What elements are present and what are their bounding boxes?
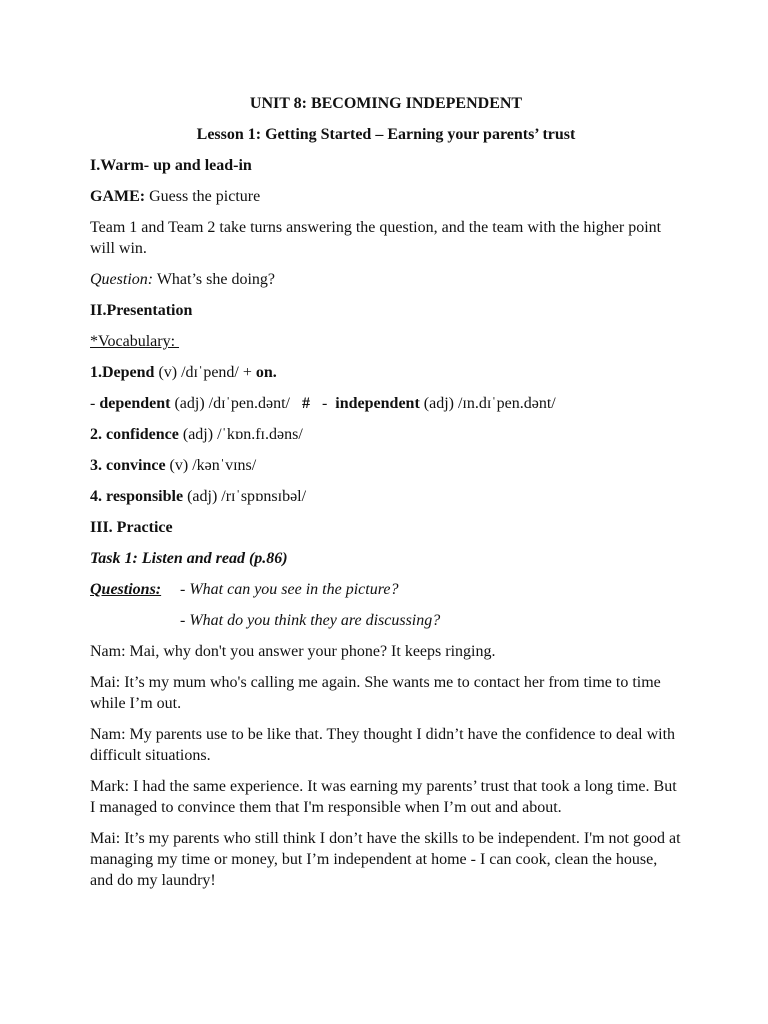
- vocab-item-dependent: [90, 393, 682, 414]
- document-page: [90, 93, 682, 901]
- question-2: - What do you think they are discussing?: [180, 612, 441, 629]
- question-line: [90, 269, 682, 290]
- vocab-item-confidence: [90, 424, 682, 445]
- unit-title: UNIT 8: BECOMING INDEPENDENT: [249, 95, 523, 112]
- question-text: What’s she doing?: [153, 271, 276, 288]
- vocab-info: (adj) /ɪn.dɪˈpen.dənt/: [419, 395, 556, 412]
- vocab-extra: on.: [255, 364, 277, 381]
- dialogue-line: Mark: I had the same experience. It was earning my parents’ trust that took a long time. But I managed to convince them that I'm responsible when I’m out and about.: [90, 778, 677, 816]
- dialogue-line: Mai: It’s my mum who's calling me again. She wants me to contact her from time to time while I’m out.: [90, 674, 661, 712]
- question-label: Question:: [90, 271, 154, 288]
- vocab-separator: -: [317, 395, 336, 412]
- vocab-item-depend: [90, 362, 682, 383]
- dialogue-line: Nam: Mai, why don't you answer your phone? It keeps ringing.: [90, 643, 496, 660]
- vocab-word: 4. responsible: [90, 488, 184, 505]
- vocab-info: (v) /kənˈvɪns/: [165, 457, 257, 474]
- vocab-info: (v) /dɪˈpend/ +: [154, 364, 256, 381]
- questions-row: [90, 579, 682, 600]
- game-label: GAME:: [90, 188, 146, 205]
- question-1: - What can you see in the picture?: [180, 581, 399, 598]
- lesson-title: Lesson 1: Getting Started – Earning your parents’ trust: [196, 126, 576, 143]
- instructions: Team 1 and Team 2 take turns answering the question, and the team with the higher point will win.: [90, 219, 662, 257]
- vocabulary-heading: *Vocabulary:: [90, 333, 180, 350]
- vocab-word: 2. confidence: [90, 426, 179, 443]
- section-practice: III. Practice: [90, 519, 173, 536]
- dialogue-line: Nam: My parents use to be like that. They thought I didn’t have the confidence to deal with difficult situations.: [90, 726, 676, 764]
- vocab-info: (adj) /dɪˈpen.dənt/: [170, 395, 294, 412]
- vocab-hash: #: [293, 395, 318, 412]
- section-warm-up: I.Warm- up and lead-in: [90, 157, 252, 174]
- task-1-heading: Task 1: Listen and read (p.86): [90, 550, 288, 567]
- vocab-word: dependent: [99, 395, 171, 412]
- game-text: Guess the picture: [145, 188, 261, 205]
- vocab-item-convince: [90, 455, 682, 476]
- vocab-word: 1.Depend: [90, 364, 155, 381]
- section-presentation: II.Presentation: [90, 302, 193, 319]
- vocab-dash: -: [90, 395, 100, 412]
- questions-label: Questions:: [90, 581, 162, 598]
- vocab-word: 3. convince: [90, 457, 166, 474]
- vocab-info: (adj) /rɪˈspɒnsɪbəl/: [183, 488, 307, 505]
- vocab-word: independent: [335, 395, 420, 412]
- vocab-info: (adj) /ˈkɒn.fɪ.dəns/: [178, 426, 303, 443]
- vocab-item-responsible: [90, 486, 682, 507]
- dialogue-line: Mai: It’s my parents who still think I don’t have the skills to be independent. I'm not good at managing my time or money, but I’m independent at home - I can cook, clean the house, and do my laundry!: [90, 830, 681, 889]
- game-line: [90, 186, 682, 207]
